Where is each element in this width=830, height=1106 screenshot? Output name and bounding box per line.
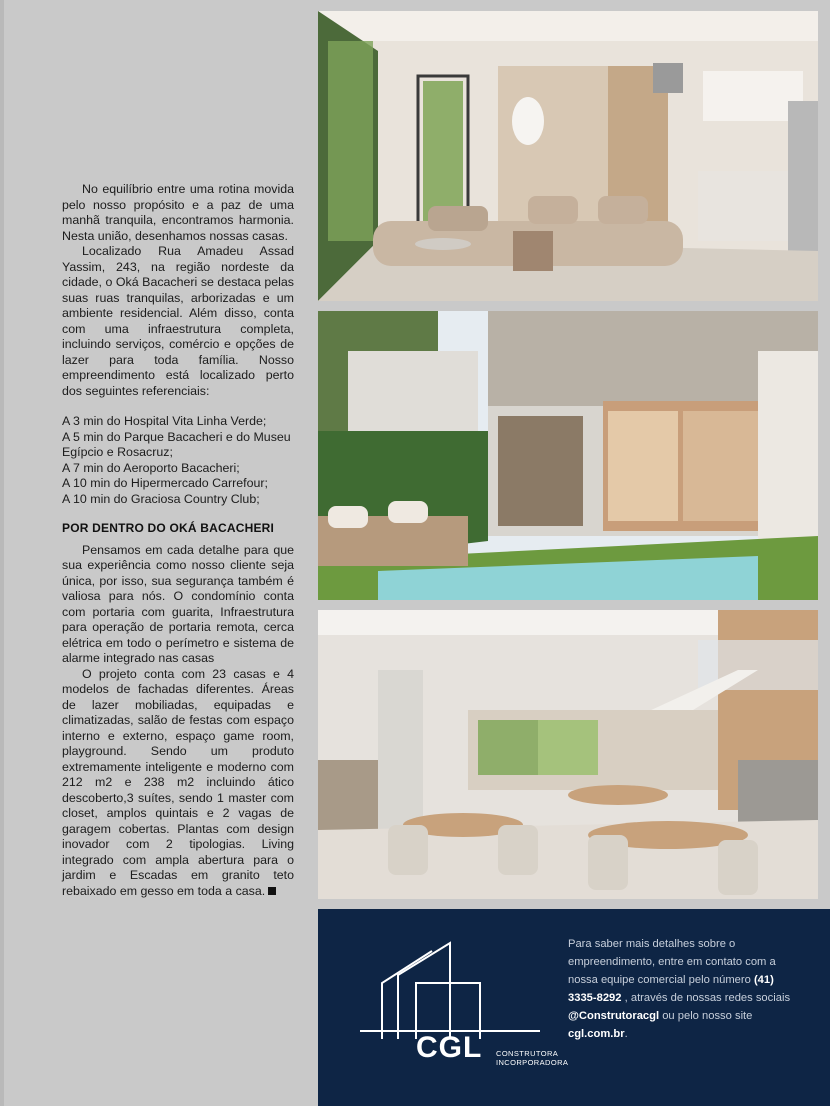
ad-end: . [624, 1028, 628, 1040]
section-title: POR DENTRO DO OKÁ BACACHERI [62, 521, 275, 535]
list-item: A 3 min do Hospital Vita Linha Verde; [62, 414, 267, 428]
list-item: A 10 min do Hipermercado Carrefour; [62, 476, 268, 490]
social-link[interactable]: @Construtoracgl [568, 1010, 660, 1022]
location-list [62, 414, 294, 507]
phone-link[interactable]: (41) 3335-8292 [568, 974, 774, 1004]
page-edge [0, 0, 4, 1106]
list-item: A 7 min do Aeroporto Bacacheri; [62, 460, 240, 475]
contact-ad [318, 909, 830, 1106]
ad-mid: , através de nossas redes sociais [624, 992, 791, 1004]
logo-word: CGL [416, 1031, 483, 1064]
logo-sub-1: CONSTRUTORA [496, 1049, 559, 1058]
article-paragraph-3: Pensamos em cada detalhe para que sua experiência como nosso cliente seja única, por isso, sua segurança também é valiosa para nós. O condomínio conta com portaria com guarita, Infraestrutura para operação de portaria remota, cerca elétrica em todo o perímetro e sistema de alarme integrado nas casas [62, 542, 294, 665]
article-paragraph-4-text: O projeto conta com 23 casas e 4 modelos de fachadas diferentes. Áreas de lazer mobiliadas, equipadas e climatizadas, salão de festas com espaço interno e externo, espaço game room, playground. Sendo um produto extremamente inteligente e moderno com 212 m2 e 238 m2 incluindo ático descoberto,3 suítes, sendo 1 master com closet, amplos quintais e 2 vagas de garagem cobertas. Plantas com design inovador com 2 tipologias. Living integrado com ampla abertura para o jardim e Escadas em granito teto rebaixado em gesso em toda a casa. [62, 666, 294, 898]
living-room-photo [318, 11, 818, 301]
logo-subtitle [496, 1049, 568, 1067]
ad-mid2: ou pelo nosso site [662, 1010, 753, 1022]
end-mark-icon [268, 887, 276, 895]
ad-intro: Para saber mais detalhes sobre o empreendimento, entre em contato com a nossa equipe comercial pelo número [568, 938, 776, 986]
article-column [62, 182, 294, 899]
logo-sub-2: INCORPORADORA [496, 1058, 569, 1067]
list-item: A 10 min do Graciosa Country Club; [62, 491, 260, 506]
article-paragraph-4 [62, 667, 294, 900]
cgl-logo [360, 939, 569, 1067]
dining-stair-photo [318, 610, 818, 899]
article-paragraph-2: Localizado Rua Amadeu Assad Yassim, 243, na região nordeste da cidade, o Oká Bacacheri se destaca pelas suas ruas tranquilas, arborizadas e um ambiente residencial. Além disso, conta com uma infraestrutura completa, incluindo serviços, comércio e opções de lazer para toda família. Nosso empreendimento está localizado perto dos seguintes referenciais: [62, 244, 294, 398]
house-exterior-pool-photo [318, 311, 818, 600]
site-link[interactable]: cgl.com.br [568, 1028, 625, 1040]
list-item: A 5 min do Parque Bacacheri e do Museu Egípcio e Rosacruz; [62, 429, 291, 459]
ad-contact-text [568, 935, 793, 1043]
article-paragraph-1: No equilíbrio entre uma rotina movida pelo nosso propósito e a paz de uma manhã tranquila, encontramos harmonia. Nesta união, desenhamos nossas casas. [62, 182, 294, 243]
